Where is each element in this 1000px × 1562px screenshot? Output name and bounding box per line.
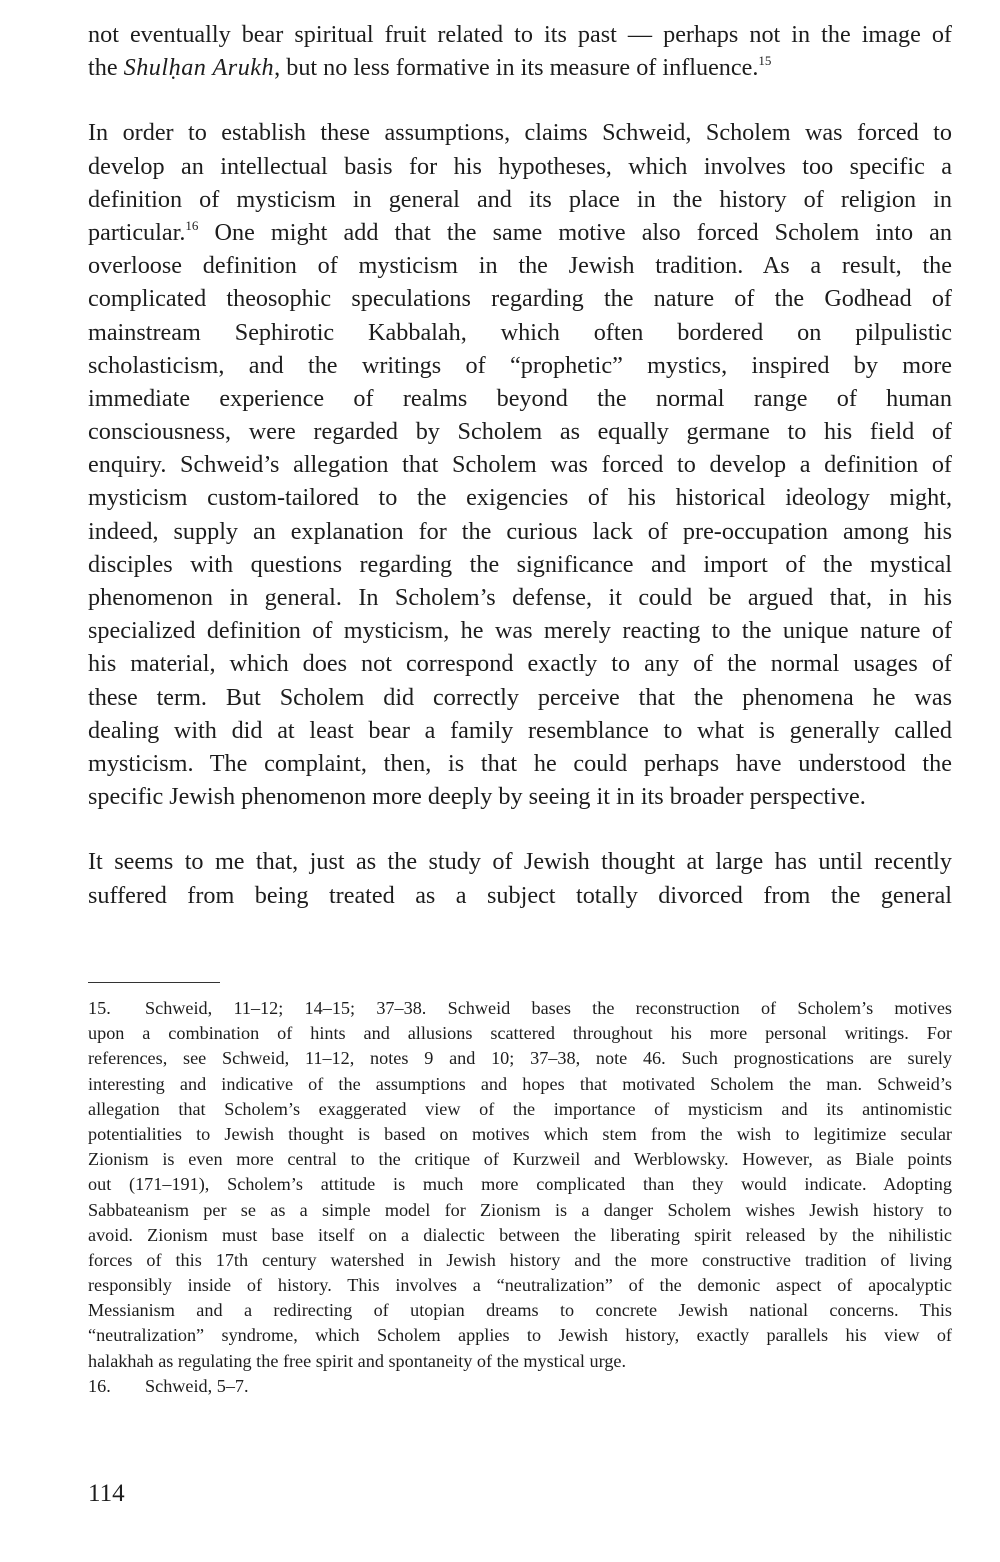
text-line: definition of mysticism in general and its place in the history of religion in — [88, 185, 952, 213]
footnote-line: Messianism and a redirecting of utopian dreams to concrete Jewish national concerns. This — [88, 1300, 952, 1321]
paragraph-1 — [88, 18, 952, 84]
footnote-ref-16[interactable]: 16 — [185, 217, 199, 233]
footnote-16 — [88, 1374, 952, 1399]
text-line: It seems to me that, just as the study of Jewish thought at large has until recently — [88, 848, 952, 876]
text-line: suffered from being treated as a subject totally divorced from the general — [88, 881, 952, 909]
text-line: scholasticism, and the writings of “prophetic” mystics, inspired by more — [88, 351, 952, 379]
paragraph-3 — [88, 845, 952, 911]
footnote-line: upon a combination of hints and allusions scattered throughout his more personal writings. For — [88, 1023, 952, 1044]
text-line: dealing with did at least bear a family resemblance to what is generally called — [88, 716, 952, 744]
footnotes — [88, 996, 952, 1399]
text-line: disciples with questions regarding the significance and import of the mystical — [88, 550, 952, 578]
footnote-line: forces of this 17th century watershed in Jewish history and the more constructive tradition of living — [88, 1249, 952, 1270]
text-line: his material, which does not correspond exactly to any of the normal usages of — [88, 650, 952, 678]
footnote-separator — [88, 982, 220, 983]
footnote-line: references, see Schweid, 11–12, notes 9 and 10; 37–38, note 46. Such prognostications are surely — [88, 1048, 952, 1069]
footnote-line: Sabbateanism per se as a simple model for Zionism is a danger Scholem wishes Jewish history to — [88, 1199, 952, 1220]
main-text — [88, 18, 952, 912]
paragraph-2 — [88, 116, 952, 813]
footnote-line: 16. Schweid, 5–7. — [88, 1374, 952, 1399]
text-line: immediate experience of realms beyond the normal range of human — [88, 384, 952, 412]
text-line: complicated theosophic speculations regarding the nature of the Godhead of — [88, 285, 952, 313]
page-number: 114 — [88, 1480, 125, 1507]
footnote-line: out (171–191), Scholem’s attitude is much more complicated than they would indicate. Adopting — [88, 1174, 952, 1195]
footnote-number: 16. — [88, 1375, 111, 1396]
footnote-line: halakhah as regulating the free spirit and spontaneity of the mystical urge. — [88, 1350, 627, 1371]
footnote-line: responsibly inside of history. This involves a “neutralization” of the demonic aspect of apocalyptic — [88, 1275, 952, 1296]
text-line: mainstream Sephirotic Kabbalah, which often bordered on pilpulistic — [88, 318, 952, 346]
text-line: particular.$^{16}$ One might add that the same motive also forced Scholem into an — [88, 217, 952, 246]
text-line: phenomenon in general. In Scholem’s defense, it could be argued that, in his — [88, 584, 952, 611]
footnote-line: allegation that Scholem’s exaggerated view of the importance of mysticism and its antinomistic — [88, 1098, 952, 1119]
footnote-15 — [88, 996, 952, 1374]
text-line: these term. But Scholem did correctly perceive that the phenomena he was — [88, 683, 952, 711]
footnote-line: potentialities to Jewish thought is based on motives which stem from the wish to legitimize secular — [88, 1123, 952, 1144]
text-line: mysticism custom-tailored to the exigencies of his historical ideology might, — [88, 484, 952, 512]
text-line: specialized definition of mysticism, he was merely reacting to the unique nature of — [88, 617, 952, 645]
text-line: overloose definition of mysticism in the Jewish tradition. As a result, the — [88, 252, 952, 280]
footnote-line: 15. Schweid, 11–12; 14–15; 37–38. Schweid bases the reconstruction of Scholem’s motives — [88, 996, 952, 1021]
text-line: enquiry. Schweid’s allegation that Scholem was forced to develop a definition of — [88, 451, 952, 479]
text-line: mysticism. The complaint, then, is that he could perhaps have understood the — [88, 749, 952, 777]
italic-title: Shulḥan Arukh — [123, 54, 275, 82]
footnote-ref-15[interactable]: 15 — [758, 53, 772, 69]
text-line: consciousness, were regarded by Scholem as equally germane to his field of — [88, 418, 952, 446]
footnote-line: avoid. Zionism must base itself on a dialectic between the liberating spirit released by the nihilistic — [88, 1224, 952, 1245]
footnote-line: Zionism is even more central to the critique of Kurzweil and Werblowsky. However, as Biale points — [88, 1149, 952, 1170]
text-line: the Shulḥan Arukh, but no less formative in its measure of influence.$^{15}$ — [88, 53, 772, 82]
text-line: indeed, supply an explanation for the curious lack of pre-occupation among his — [88, 517, 952, 545]
text-line: specific Jewish phenomenon more deeply by seeing it in its broader perspective. — [88, 783, 866, 811]
text-line: develop an intellectual basis for his hypotheses, which involves too specific a — [88, 152, 952, 180]
text-line: In order to establish these assumptions, claims Schweid, Scholem was forced to — [88, 119, 952, 147]
footnote-line: “neutralization” syndrome, which Scholem applies to Jewish history, exactly parallels his view of — [88, 1325, 952, 1346]
footnote-line: interesting and indicative of the assumptions and hopes that motivated Scholem the man. Schweid’s — [88, 1073, 952, 1094]
text-line: not eventually bear spiritual fruit related to its past — perhaps not in the image of — [88, 21, 952, 48]
footnote-number: 15. — [88, 998, 111, 1018]
